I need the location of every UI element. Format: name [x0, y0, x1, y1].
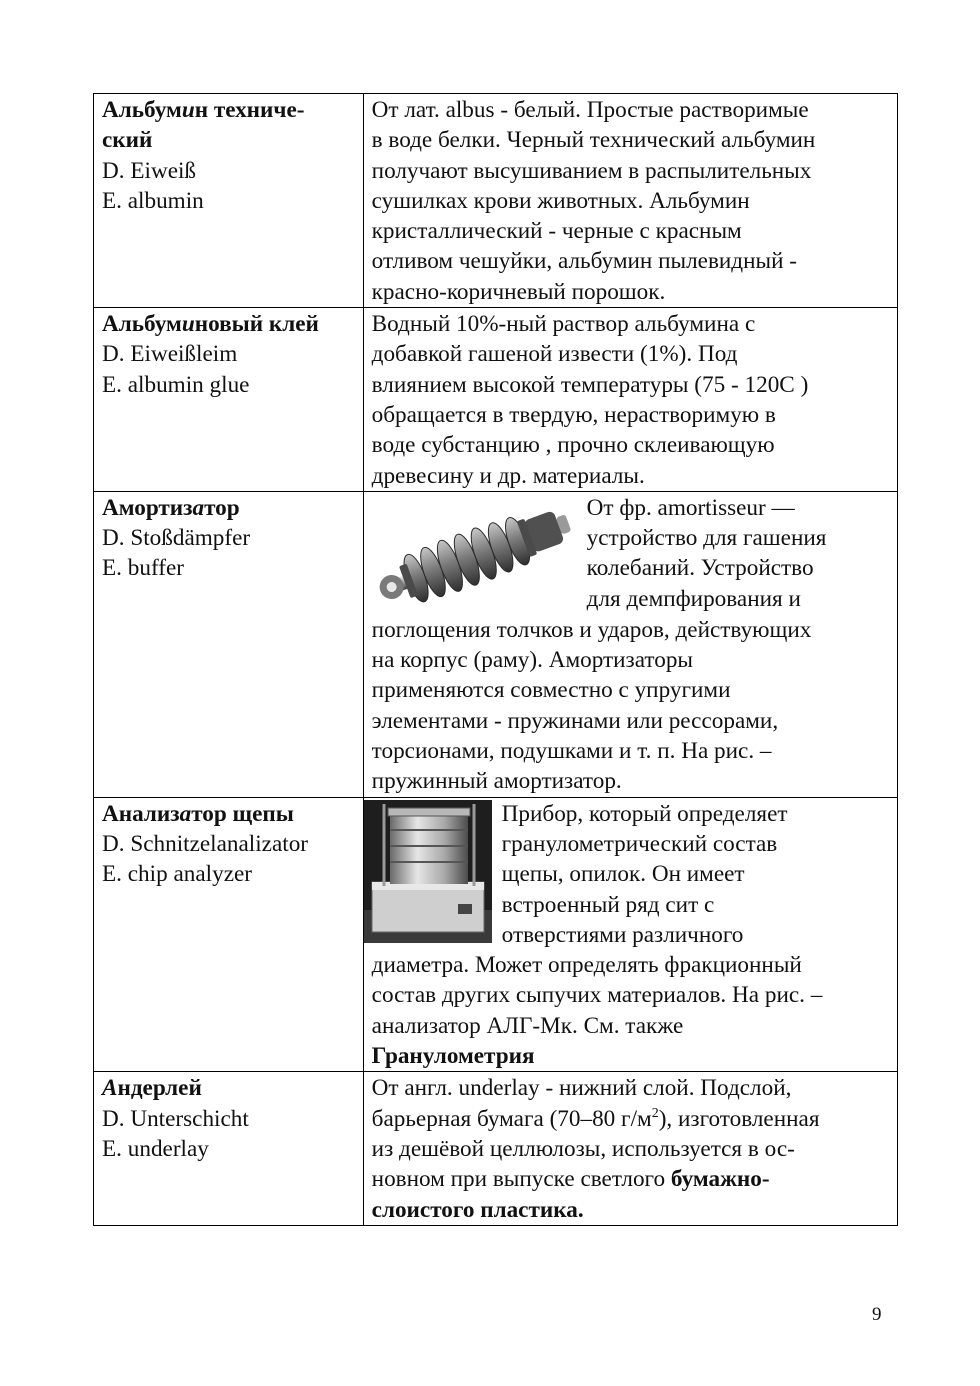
term-german: D. Unterschicht: [102, 1105, 249, 1132]
definition-line: на корпус (раму). Амортизаторы: [371, 647, 693, 674]
definition-line: От фр. amortisseur —: [586, 494, 795, 521]
definition-line: щепы, опилок. Он имеет: [501, 861, 745, 888]
term-cell: [94, 1072, 364, 1225]
definition-line: для демпфирования и: [586, 585, 801, 612]
term-cell: [94, 308, 364, 492]
definition-line: состав других сыпучих материалов. На рис. –: [371, 982, 823, 1009]
definition-line: из дешёвой целлюлозы, используется в ос-: [371, 1135, 795, 1162]
definition-line: красно-коричневый порошок.: [371, 278, 666, 305]
chip-analyzer-image: [364, 800, 492, 943]
definition-line: кристаллический - черные с красным: [371, 218, 742, 245]
term-english: E. underlay: [102, 1135, 209, 1162]
definition-line: влиянием высокой температуры (75 - 120С ): [371, 371, 809, 398]
definition-line: применяются совместно с упругими: [371, 677, 731, 704]
term-name: Анализатор щепы: [102, 800, 294, 827]
glossary-table: [93, 93, 898, 1226]
definition-line: получают высушиванием в распылительных: [371, 157, 812, 184]
term-english: E. albumin glue: [102, 371, 250, 398]
term-german: D. Schnitzelanalizator: [102, 830, 309, 857]
definition-line: анализатор АЛГ-Мк. См. также: [371, 1012, 684, 1039]
definition-line: отливом чешуйки, альбумин пылевидный -: [371, 248, 798, 275]
definition-line: Водный 10%-ный раствор альбумина с: [371, 311, 756, 338]
definition-line: диаметра. Может определять фракционный: [371, 952, 802, 979]
glossary-row: [94, 797, 898, 1072]
glossary-row: [94, 94, 898, 308]
term-english: E. albumin: [102, 187, 204, 214]
definition-line: Прибор, который определяет: [501, 800, 788, 827]
definition-line: новном при выпуске светлого бумажно-: [371, 1166, 770, 1193]
glossary-row: [94, 1072, 898, 1225]
definition-line: древесину и др. материалы.: [371, 462, 645, 489]
definition-line: поглощения толчков и ударов, действующих: [371, 616, 812, 643]
term-name: Амортизатор: [102, 494, 240, 521]
definition-line: сушилках крови животных. Альбумин: [371, 187, 750, 214]
term-cell: [94, 94, 364, 308]
term-name: Альбумин техниче- ский: [102, 97, 305, 154]
definition-line: барьерная бумага (70–80 $г/м^2$), изготовленная: [371, 1105, 820, 1132]
definition-line: колебаний. Устройство: [586, 555, 814, 582]
definition-line: От англ. underlay - нижний слой. Подслой,: [371, 1075, 792, 1102]
definition-line: пружинный амортизатор.: [371, 768, 622, 795]
definition-line: слоистого пластика.: [371, 1196, 584, 1223]
definition-line: встроенный ряд сит с: [501, 891, 715, 918]
definition-cell: [363, 491, 897, 797]
definition-line: в воде белки. Черный технический альбумин: [371, 127, 816, 154]
glossary-row: [94, 308, 898, 492]
definition-line: гранулометрический состав: [501, 830, 778, 857]
definition-line: устройство для гашения: [586, 525, 827, 552]
definition-line: добавкой гашеной извести (1%). Под: [371, 341, 738, 368]
page-number: 9: [872, 1304, 882, 1325]
definition-cell: [363, 1072, 897, 1225]
definition-cell: [363, 308, 897, 492]
term-cell: [94, 491, 364, 797]
definition-line: торсионами, подушками и т. п. На рис. –: [371, 738, 772, 765]
cross-reference: Гранулометрия: [371, 1043, 535, 1070]
definition-cell: [363, 94, 897, 308]
term-english: E. buffer: [102, 555, 184, 582]
definition-line: От лат. albus - белый. Простые растворимые: [371, 97, 809, 123]
term-name: Альбуминовый клей: [102, 311, 319, 338]
term-german: D. Eiweiß: [102, 157, 197, 184]
term-english: E. chip analyzer: [102, 861, 252, 888]
definition-line: воде субстанцию , прочно склеивающую: [371, 432, 775, 459]
definition-line: обращается в твердую, нерастворимую в: [371, 401, 776, 428]
term-german: D. Stoßdämpfer: [102, 525, 251, 552]
definition-cell: [363, 797, 897, 1072]
shock-absorber-image: [372, 496, 577, 613]
term-name: Андерлей: [102, 1075, 202, 1102]
term-cell: [94, 797, 364, 1072]
term-german: D. Eiweißleim: [102, 341, 238, 368]
glossary-row: [94, 491, 898, 797]
definition-line: элементами - пружинами или рессорами,: [371, 707, 779, 734]
definition-line: отверстиями различного: [501, 921, 744, 948]
